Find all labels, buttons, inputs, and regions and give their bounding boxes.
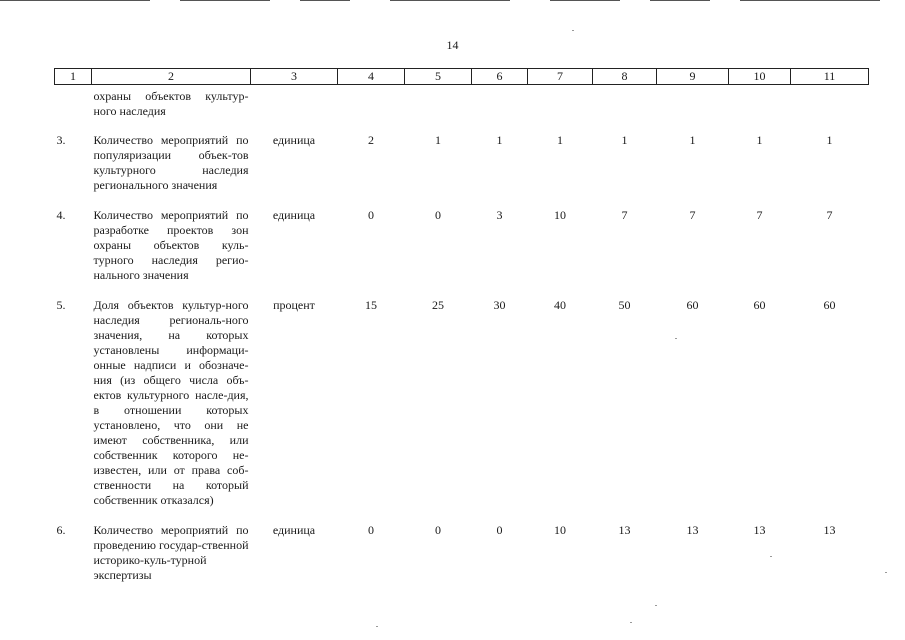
value-cell: 50 [618,297,631,312]
unit-cell: единица [272,207,316,222]
value-cell: 15 [365,297,377,312]
indicator-label: Количество мероприятий по разработке проектов зон охраны объектов куль-турного наследия регио-нального значения [93,207,249,282]
indicator-label: Доля объектов культур-ного наследия региональ-ного значения, на которых установлены информаци-онные надписи и обозначе-ния (из общего числа объ-ектов культурного насле-дия, в отношении которых установлено, что они не имеют собственника, или собственник которого не-известен, или от права соб-ственности на который собственник отказался) [93,297,249,507]
value-cell: 1 [826,132,833,147]
scan-edge-line [550,0,620,1]
column-header: 11 [791,69,869,85]
value-cell: 1 [621,132,628,147]
value-cell: 0 [435,207,441,222]
column-header: 1 [55,69,92,85]
value-cell: 13 [823,522,836,537]
value-cell: 3 [496,207,503,222]
row-number: 3. [56,132,66,147]
column-header: 10 [729,69,791,85]
scan-edge-line [390,0,510,1]
column-header: 9 [657,69,729,85]
column-header: 7 [528,69,593,85]
value-cell: 10 [554,207,566,222]
value-cell: 13 [618,522,631,537]
value-cell: 7 [756,207,763,222]
scan-speck [675,338,677,339]
column-header: 8 [593,69,657,85]
scan-speck [572,30,574,31]
scan-edge-line [300,0,350,1]
column-header: 3 [251,69,338,85]
column-header: 5 [405,69,472,85]
scan-speck [376,626,378,627]
scan-speck [885,572,887,573]
table-row [55,298,869,523]
column-header: 6 [472,69,528,85]
scan-edge-line [740,0,880,1]
value-cell: 40 [554,297,566,312]
value-cell: 1 [435,132,441,147]
indicator-label: Количество мероприятий по проведению государ-ственной историко-куль-турной экспертизы [93,522,249,582]
value-cell: 7 [826,207,833,222]
value-cell: 1 [496,132,503,147]
unit-cell: процент [273,297,315,312]
row-number: 4. [56,207,66,222]
scan-speck [655,605,657,606]
table-row [55,208,869,298]
value-cell: 10 [554,522,566,537]
indicator-label: Количество мероприятий по популяризации объек-тов культурного наследия регионального значения [93,132,249,192]
value-cell: 7 [621,207,628,222]
column-header: 2 [92,69,251,85]
row-number: 6. [56,522,66,537]
value-cell: 0 [496,522,503,537]
value-cell: 2 [368,132,374,147]
value-cell: 60 [823,297,836,312]
value-cell: 60 [753,297,766,312]
indicator-label: охраны объектов культур-ного наследия [93,89,249,118]
scan-edge-line [650,0,710,1]
value-cell: 1 [689,132,696,147]
value-cell: 25 [432,297,444,312]
table-row-continuation [55,85,869,133]
value-cell: 0 [435,522,441,537]
value-cell: 0 [368,522,374,537]
scan-speck [770,556,772,557]
header-row [55,69,869,85]
scan-edge-line [180,0,270,1]
value-cell: 1 [557,132,563,147]
value-cell: 30 [493,297,506,312]
value-cell: 13 [753,522,766,537]
value-cell: 60 [686,297,699,312]
column-header: 4 [338,69,405,85]
row-number: 5. [56,297,66,312]
value-cell: 13 [686,522,699,537]
indicator-table [54,68,869,593]
value-cell: 7 [689,207,696,222]
page-number: 14 [446,38,459,52]
table-row [55,133,869,208]
value-cell: 0 [368,207,374,222]
scan-speck [630,622,632,623]
table-row [55,523,869,593]
scan-edge-line [0,0,150,1]
unit-cell: единица [272,522,316,537]
unit-cell: единица [272,132,316,147]
value-cell: 1 [756,132,763,147]
